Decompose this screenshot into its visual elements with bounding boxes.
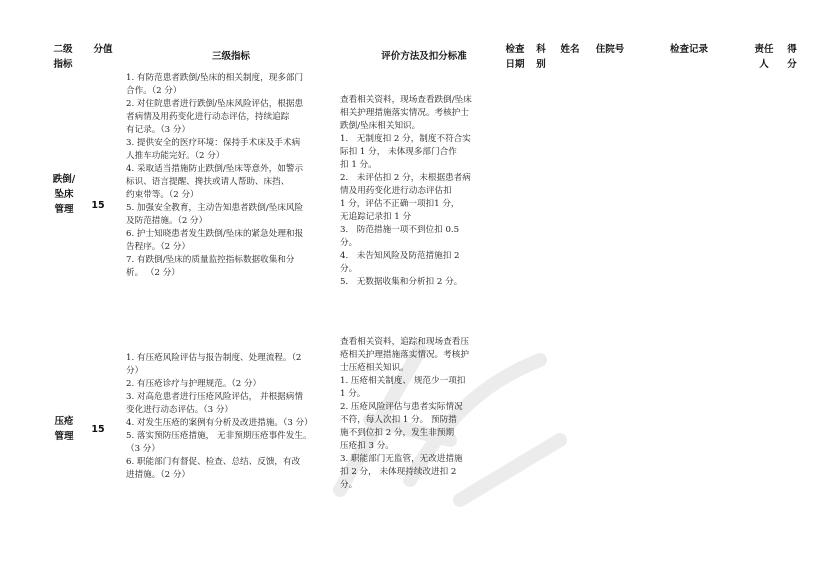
header-person-line1: 责任 — [754, 44, 774, 55]
header-points-line2: 分 — [787, 59, 797, 70]
header-check-date-line2: 日期 — [505, 59, 525, 70]
header-check-date — [500, 42, 530, 72]
header-dept — [533, 42, 549, 72]
list-item: 析。 （2 分） — [126, 268, 180, 278]
section-title-line: 跌倒/ — [52, 174, 76, 185]
list-item: 合作。（2 分） — [126, 86, 182, 96]
method-line: 施不到位扣 2 分，发生非预期 — [340, 428, 455, 438]
list-item: 3. 对高危患者进行压疮风险评估， 并根据病情 — [126, 392, 303, 402]
method-line: 扣 2 分， 未体现持续改进扣 2 — [340, 467, 457, 477]
header-score: 分值 — [93, 44, 113, 55]
list-item: 6. 职能部门有督促、检查、总结、反馈，有改 — [126, 457, 301, 467]
header-points-line1: 得 — [787, 44, 797, 55]
method-line: 情及用药变化进行动态评估扣 — [340, 186, 452, 196]
method-line: 1 分。 — [340, 389, 366, 399]
list-item: 1. 有压疮风险评估与报告制度、处理流程。（2 — [126, 353, 302, 363]
header-level3: 三级指标 — [211, 51, 250, 62]
section-title-line: 压疮 — [54, 416, 74, 427]
list-item: 分） — [126, 366, 144, 376]
method-line: 1 分，评估不正确一项扣1 分， — [340, 199, 460, 209]
list-item: 1. 有防范患者跌倒/坠床的相关制度，现多部门 — [126, 73, 304, 83]
method-line: 查看相关资料，现场查看跌倒/坠床 — [340, 95, 472, 105]
method-line: 无追踪记录扣 1 分 — [340, 212, 412, 222]
header-name: 姓名 — [560, 44, 580, 55]
list-item: 进措施。（2 分） — [126, 470, 191, 480]
header-person — [750, 42, 778, 72]
section-title-pressure-ulcer — [44, 414, 84, 444]
method-line: 压疮扣 3 分。 — [340, 441, 394, 451]
header-dept-line1: 科 — [536, 44, 546, 55]
list-item: 3. 提供安全的医疗环境：保持手术床及手术病 — [126, 138, 301, 148]
list-item: 告程序。（2 分） — [126, 242, 191, 252]
list-item: 约束带等。（2 分） — [126, 190, 199, 200]
method-line: 2. 压疮风险评估与患者实际情况 — [340, 402, 463, 412]
method-line: 分。 — [340, 264, 358, 274]
list-item: 变化进行动态评估。（3 分） — [126, 405, 234, 415]
method-line: 1． 无制度扣 2 分，制度不符合实 — [340, 134, 471, 144]
header-level2-line1: 二级 — [53, 44, 73, 55]
list-item: （3 分） — [126, 444, 160, 454]
list-item: 人推车功能完好。（2 分） — [126, 151, 225, 161]
method-line: 2． 未评估扣 2 分，未根据患者病 — [340, 173, 471, 183]
method-line: 士压疮相关知识。 — [340, 363, 409, 373]
list-item: 5. 落实预防压疮措施， 无非预期压疮事件发生。 — [126, 431, 312, 441]
method-line: 5． 无数据收集和分析扣 2 分。 — [340, 277, 463, 287]
list-item: 2. 有压疮诊疗与护理规范。（2 分） — [126, 379, 262, 389]
list-item: 5. 加强安全教育，主动告知患者跌倒/坠床风险 — [126, 203, 304, 213]
header-dept-line2: 别 — [536, 59, 546, 70]
section-score-fall: 15 — [91, 200, 105, 211]
list-item: 2. 对住院患者进行跌倒/坠床风险评估，根据患 — [126, 99, 304, 109]
method-line: 不符，每人次扣 1 分。 预防措 — [340, 415, 457, 425]
list-item: 7. 有跌倒/坠床的质量监控指标数据收集和分 — [126, 255, 295, 265]
level3-items-pressure-ulcer — [126, 352, 341, 482]
list-item: 标识、语言提醒、搀扶或请人帮助、床挡、 — [126, 177, 290, 187]
header-level2 — [48, 42, 78, 72]
method-text-pressure-ulcer — [340, 336, 500, 492]
method-line: 分。 — [340, 480, 358, 490]
header-check-date-line1: 检查 — [505, 44, 525, 55]
list-item: 有记录。（3 分） — [126, 125, 191, 135]
list-item: 者病情及用药变化进行动态评估，持续追踪 — [126, 112, 290, 122]
method-line: 相关护理措施落实情况。考核护士 — [340, 108, 469, 118]
method-line: 扣 1 分。 — [340, 160, 377, 170]
section-title-line: 管理 — [54, 431, 74, 442]
method-line: 疮相关护理措施落实情况。考核护 — [340, 350, 469, 360]
list-item: 4. 对发生压疮的案例有分析及改进措施。（3 分） — [126, 418, 313, 428]
level3-items-fall — [126, 72, 341, 280]
method-line: 际扣 1 分， 未体现多部门合作 — [340, 147, 457, 157]
list-item: 及防范措施。（2 分） — [126, 216, 208, 226]
method-line: 1. 压疮相关制度、 规范少一项扣 — [340, 376, 466, 386]
section-score-pressure-ulcer: 15 — [91, 424, 105, 435]
header-method: 评价方法及扣分标准 — [381, 51, 467, 62]
method-line: 查看相关资料，追踪和现场查看压 — [340, 337, 469, 347]
list-item: 4. 采取适当措施防止跌倒/坠床等意外，如警示 — [126, 164, 304, 174]
method-line: 4． 未告知风险及防范措施扣 2 — [340, 251, 460, 261]
list-item: 6. 护士知晓患者发生跌倒/坠床的紧急处理和报 — [126, 229, 304, 239]
header-person-line2: 人 — [759, 59, 769, 70]
section-title-fall — [44, 172, 84, 217]
method-line: 3． 防范措施一项不到位扣 0.5 — [340, 225, 460, 235]
header-level2-line2: 指标 — [53, 59, 73, 70]
header-record: 检查记录 — [669, 44, 708, 55]
header-bed: 住院号 — [595, 44, 625, 55]
method-line: 3. 职能部门无监管，无改进措施 — [340, 454, 463, 464]
method-line: 分。 — [340, 238, 358, 248]
section-title-line: 坠床 — [54, 189, 74, 200]
method-text-fall — [340, 94, 500, 289]
section-title-line: 管理 — [54, 204, 74, 215]
header-points — [784, 42, 800, 72]
method-line: 跌倒/坠床相关知识。 — [340, 121, 421, 131]
